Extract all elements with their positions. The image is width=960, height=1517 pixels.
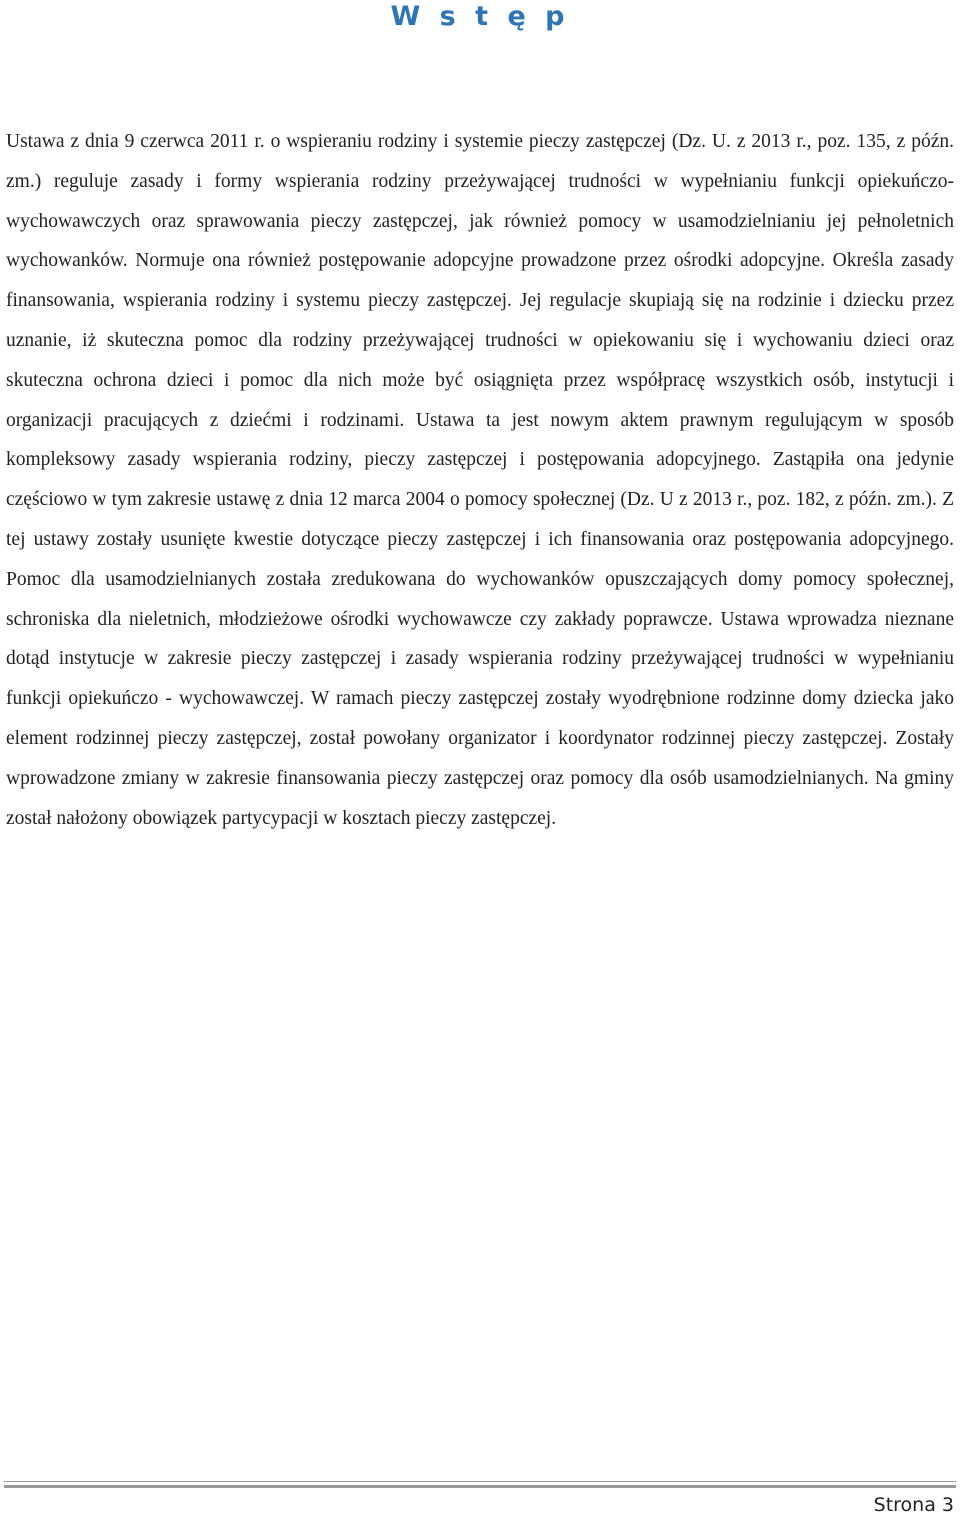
page-title: W s t ę p (390, 1, 570, 32)
footer-divider-thin (4, 1481, 956, 1482)
body-paragraph: Ustawa z dnia 9 czerwca 2011 r. o wspieraniu rodziny i systemie pieczy zastępczej (Dz. U. z 2013 r., poz. 135, z późn. zm.) reguluje zasady i formy wspierania rodziny przeżywającej trudności w wypełnianiu funkcji opiekuńczo-wychowawczych oraz sprawowania pieczy zastępczej, jak również pomocy w usamodzielnianiu jej pełnoletnich wychowanków. Normuje ona również postępowanie adopcyjne prowadzone przez ośrodki adopcyjne. Określa zasady finansowania, wspierania rodziny i systemu pieczy zastępczej. Jej regulacje skupiają się na rodzinie i dziecku przez uznanie, iż skuteczna pomoc dla rodziny przeżywającej trudności w opiekowaniu się i wychowaniu dzieci oraz skuteczna ochrona dzieci i pomoc dla nich może być osiągnięta przez współpracę wszystkich osób, instytucji i organizacji pracujących z dziećmi i rodzinami. Ustawa ta jest nowym aktem prawnym regulującym w sposób kompleksowy zasady wspierania rodziny, pieczy zastępczej i postępowania adopcyjnego. Zastąpiła ona jedynie częściowo w tym zakresie ustawę z dnia 12 marca 2004 o pomocy społecznej (Dz. U z 2013 r., poz. 182, z późn. zm.). Z tej ustawy zostały usunięte kwestie dotyczące pieczy zastępczej i ich finansowania oraz postępowania adopcyjnego. Pomoc dla usamodzielnianych została zredukowana do wychowanków opuszczających domy pomocy społecznej, schroniska dla nieletnich, młodzieżowe ośrodki wychowawcze czy zakłady poprawcze. Ustawa wprowadza nieznane dotąd instytucje w zakresie pieczy zastępczej i zasady wspierania rodziny przeżywającej trudności w wypełnianiu funkcji opiekuńczo - wychowawczej. W ramach pieczy zastępczej zostały wyodrębnione rodzinne domy dziecka jako element rodzinnej pieczy zastępczej, został powołany organizator i koordynator rodzinnej pieczy zastępczej. Zostały wprowadzone zmiany w zakresie finansowania pieczy zastępczej oraz pomocy dla osób usamodzielnianych. Na gminy został nałożony obowiązek partycypacji w kosztach pieczy zastępczej. (6, 131, 954, 829)
footer-divider-thick (4, 1485, 956, 1488)
page-number: Strona 3 (873, 1494, 954, 1516)
